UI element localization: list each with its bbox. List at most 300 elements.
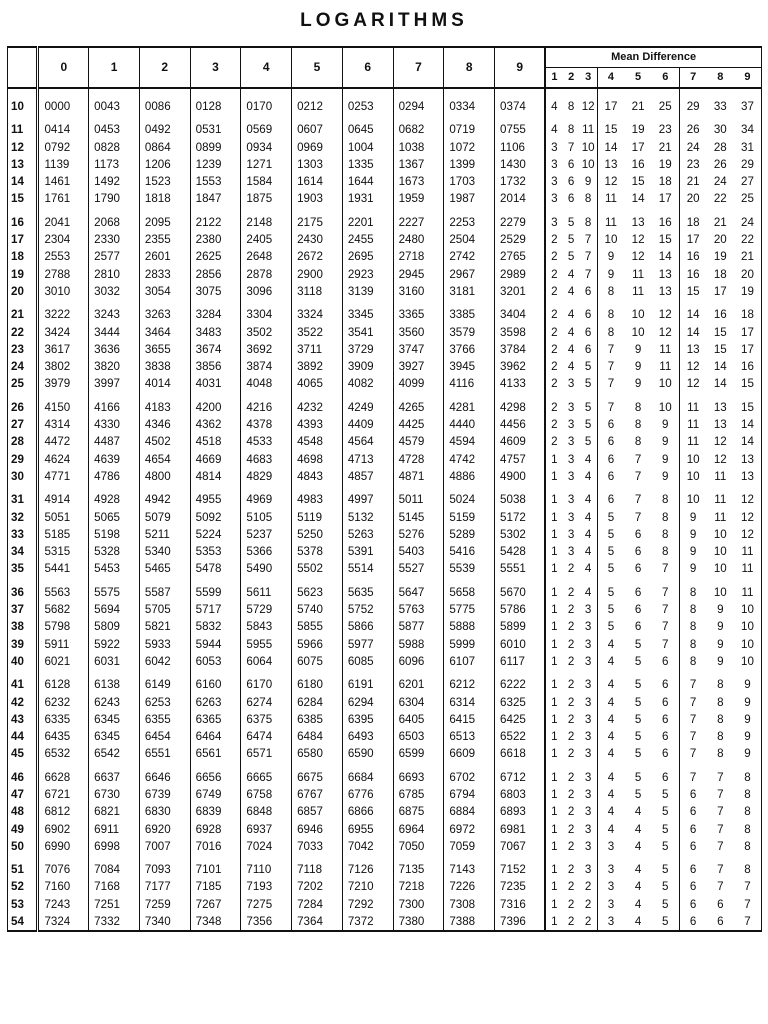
row-number: 50	[11, 839, 24, 853]
mantissa-cell: 0682	[393, 115, 444, 138]
mantissa-cell: 7067	[495, 838, 546, 855]
table-row	[8, 878, 762, 895]
mantissa-cell: 6794	[444, 786, 495, 803]
mantissa-cell: 5922	[89, 636, 140, 653]
mean-difference-cell: 9	[744, 730, 751, 744]
mantissa-cell: 1004	[342, 139, 393, 156]
mantissa-cell: 4900	[495, 468, 546, 485]
mean-difference-cell: 3	[584, 620, 592, 634]
mean-difference-header: Mean Difference	[545, 47, 761, 68]
mean-difference-cell: 5	[584, 418, 592, 432]
mantissa-cell: 3118	[292, 283, 343, 300]
mantissa-cell: 6484	[292, 728, 343, 745]
mean-difference-cell: 4	[584, 493, 592, 507]
table-row	[8, 670, 762, 693]
mantissa-cell: 2833	[139, 266, 190, 283]
mantissa-cell: 5717	[190, 601, 241, 618]
mantissa-cell: 1553	[190, 173, 241, 190]
mantissa-cell: 5599	[190, 578, 241, 601]
mantissa-cell: 5263	[342, 526, 393, 543]
mean-difference-cell: 5	[662, 839, 669, 853]
mantissa-cell: 3541	[342, 324, 393, 341]
mean-difference-cell: 14	[679, 300, 706, 323]
mantissa-cell: 2625	[190, 248, 241, 265]
row-number: 18	[11, 250, 24, 264]
mean-difference-cell: 9	[679, 560, 706, 577]
mantissa-cell: 5763	[393, 601, 444, 618]
mantissa-cell: 7024	[241, 838, 292, 855]
mean-difference-cell: 1	[545, 543, 562, 560]
mantissa-cell: 2095	[139, 208, 190, 231]
mantissa-cell: 7135	[393, 855, 444, 878]
column-header-1: 1	[89, 47, 140, 88]
mantissa-cell: 5119	[292, 509, 343, 526]
mean-difference-cell: 1	[545, 451, 562, 468]
mantissa-cell: 6294	[342, 694, 393, 711]
mantissa-cell: 4624	[38, 451, 89, 468]
mantissa-cell: 3655	[139, 341, 190, 358]
table-row	[8, 156, 762, 173]
table-row	[8, 745, 762, 762]
row-number: 16	[11, 215, 24, 229]
mean-difference-cell: 4	[634, 880, 642, 894]
logarithm-table	[7, 46, 762, 932]
mantissa-cell: 5527	[393, 560, 444, 577]
mantissa-cell: 2122	[190, 208, 241, 231]
mantissa-cell: 1206	[139, 156, 190, 173]
mean-difference-cell: 2	[545, 324, 562, 341]
mantissa-cell: 6964	[393, 821, 444, 838]
mean-difference-cell: 9	[717, 620, 724, 634]
mean-difference-cell: 6	[662, 747, 669, 761]
mean-difference-cell: 2	[567, 695, 575, 709]
mantissa-cell: 5211	[139, 526, 190, 543]
table-row	[8, 526, 762, 543]
mantissa-cell: 5403	[393, 543, 444, 560]
mantissa-cell: 5786	[495, 601, 546, 618]
mantissa-cell: 2742	[444, 248, 495, 265]
mantissa-cell: 0043	[89, 88, 140, 115]
mean-difference-cell: 33	[713, 100, 727, 113]
mantissa-cell: 5855	[292, 618, 343, 635]
mean-difference-cell: 11	[582, 123, 595, 137]
mean-difference-cell: 4	[567, 284, 575, 298]
table-row	[8, 728, 762, 745]
mantissa-cell: 7168	[89, 878, 140, 895]
mantissa-cell: 3711	[292, 341, 343, 358]
mean-difference-cell: 14	[713, 377, 727, 391]
mantissa-cell: 6345	[89, 711, 140, 728]
mantissa-cell: 4579	[393, 433, 444, 450]
table-row	[8, 896, 762, 913]
mantissa-cell: 1959	[393, 190, 444, 207]
mantissa-cell: 6721	[38, 786, 89, 803]
mean-difference-cell: 2	[584, 897, 592, 911]
mean-difference-cell: 8	[679, 618, 706, 635]
mean-difference-cell: 11	[632, 267, 645, 281]
mean-difference-cell: 9	[717, 637, 724, 651]
mantissa-cell: 1461	[38, 173, 89, 190]
mean-difference-cell: 17	[631, 140, 645, 154]
column-header-8: 8	[444, 47, 495, 88]
mean-difference-cell: 7	[597, 341, 624, 358]
row-number: 48	[11, 805, 24, 819]
mantissa-cell: 4654	[139, 451, 190, 468]
mantissa-cell: 6580	[292, 745, 343, 762]
mantissa-cell: 4698	[292, 451, 343, 468]
mean-difference-cell: 11	[659, 342, 672, 356]
mantissa-cell: 6981	[495, 821, 546, 838]
table-row	[8, 283, 762, 300]
mantissa-cell: 3979	[38, 375, 89, 392]
table-row	[8, 451, 762, 468]
mantissa-cell: 7160	[38, 878, 89, 895]
mantissa-cell: 4594	[444, 433, 495, 450]
mean-difference-cell: 5	[634, 730, 642, 744]
mantissa-cell: 6513	[444, 728, 495, 745]
mantissa-cell: 5988	[393, 636, 444, 653]
row-number: 30	[11, 469, 24, 483]
mantissa-cell: 1139	[38, 156, 89, 173]
mean-difference-cell: 7	[567, 140, 575, 154]
mantissa-cell: 6053	[190, 653, 241, 670]
mantissa-cell: 3927	[393, 358, 444, 375]
mean-difference-cell: 10	[597, 231, 624, 248]
mean-difference-cell: 3	[545, 190, 562, 207]
mantissa-cell: 1790	[89, 190, 140, 207]
mean-difference-cell: 13	[741, 452, 754, 466]
mean-difference-cell: 6	[717, 915, 724, 929]
mean-difference-cell: 5	[634, 678, 642, 692]
table-body	[8, 88, 762, 931]
mantissa-cell: 3522	[292, 324, 343, 341]
mean-difference-cell: 2	[567, 863, 575, 877]
mantissa-cell: 3365	[393, 300, 444, 323]
mean-difference-cell: 1	[545, 913, 562, 931]
mantissa-cell: 2175	[292, 208, 343, 231]
row-number: 47	[11, 787, 24, 801]
mean-difference-cell: 3	[567, 469, 575, 483]
mantissa-cell: 2455	[342, 231, 393, 248]
mean-difference-cell: 9	[679, 509, 706, 526]
mean-difference-cell: 3	[584, 695, 592, 709]
mantissa-cell: 2529	[495, 231, 546, 248]
mean-difference-cell: 4	[597, 786, 624, 803]
row-number: 14	[11, 175, 24, 189]
mantissa-cell: 0864	[139, 139, 190, 156]
mean-difference-cell: 5	[662, 805, 669, 819]
mean-difference-cell: 5	[567, 215, 575, 229]
mean-difference-cell: 2	[545, 433, 562, 450]
mantissa-cell: 3010	[38, 283, 89, 300]
mean-difference-cell: 8	[597, 324, 624, 341]
table-row	[8, 375, 762, 392]
mean-difference-cell: 5	[634, 770, 642, 784]
mantissa-cell: 6972	[444, 821, 495, 838]
mean-difference-cell: 5	[634, 787, 642, 801]
mantissa-cell: 2253	[444, 208, 495, 231]
mean-difference-column-2: 2	[563, 68, 580, 89]
mean-difference-cell: 8	[744, 839, 751, 853]
mantissa-cell: 4857	[342, 468, 393, 485]
mean-difference-cell: 16	[679, 266, 706, 283]
mean-difference-cell: 13	[741, 469, 754, 483]
table-row	[8, 509, 762, 526]
mantissa-cell: 3692	[241, 341, 292, 358]
mean-difference-cell: 2	[545, 341, 562, 358]
table-row	[8, 88, 762, 115]
mantissa-cell: 7364	[292, 913, 343, 931]
mantissa-cell: 4362	[190, 416, 241, 433]
mantissa-cell: 2765	[495, 248, 546, 265]
mean-difference-cell: 14	[597, 139, 624, 156]
mantissa-cell: 1987	[444, 190, 495, 207]
mantissa-cell: 5340	[139, 543, 190, 560]
mean-difference-cell: 30	[713, 123, 727, 137]
table-row	[8, 636, 762, 653]
row-number: 26	[11, 400, 24, 414]
mantissa-cell: 0828	[89, 139, 140, 156]
mantissa-cell: 6571	[241, 745, 292, 762]
row-number: 31	[11, 493, 24, 507]
mantissa-cell: 3464	[139, 324, 190, 341]
mantissa-cell: 6866	[342, 803, 393, 820]
mantissa-cell: 5391	[342, 543, 393, 560]
mantissa-cell: 3945	[444, 358, 495, 375]
mean-difference-cell: 4	[597, 653, 624, 670]
mantissa-cell: 6937	[241, 821, 292, 838]
mean-difference-cell: 6	[634, 527, 642, 541]
mantissa-cell: 6730	[89, 786, 140, 803]
mean-difference-cell: 6	[634, 562, 642, 576]
mantissa-cell: 2148	[241, 208, 292, 231]
mean-difference-cell: 8	[662, 545, 669, 559]
mantissa-cell: 2480	[393, 231, 444, 248]
mantissa-cell: 1173	[89, 156, 140, 173]
mean-difference-cell: 1	[545, 560, 562, 577]
mean-difference-cell: 13	[658, 284, 672, 298]
mean-difference-cell: 3	[584, 678, 592, 692]
mantissa-cell: 5145	[393, 509, 444, 526]
mean-difference-cell: 6	[679, 803, 706, 820]
mean-difference-cell: 4	[634, 863, 642, 877]
mantissa-cell: 5315	[38, 543, 89, 560]
mean-difference-cell: 2	[545, 393, 562, 416]
mean-difference-cell: 11	[679, 393, 706, 416]
mean-difference-column-3: 3	[580, 68, 597, 89]
mantissa-cell: 6138	[89, 670, 140, 693]
mean-difference-cell: 4	[545, 88, 562, 115]
mean-difference-cell: 3	[567, 377, 575, 391]
mantissa-cell: 1367	[393, 156, 444, 173]
mantissa-cell: 3729	[342, 341, 393, 358]
mantissa-cell: 6232	[38, 694, 89, 711]
mantissa-cell: 5185	[38, 526, 89, 543]
row-number: 25	[11, 377, 24, 391]
mantissa-cell: 3385	[444, 300, 495, 323]
mantissa-cell: 7251	[89, 896, 140, 913]
table-row	[8, 803, 762, 820]
mantissa-cell: 4757	[495, 451, 546, 468]
mantissa-cell: 0792	[38, 139, 89, 156]
mantissa-cell: 4914	[38, 485, 89, 508]
mantissa-cell: 4728	[393, 451, 444, 468]
mean-difference-cell: 1	[545, 526, 562, 543]
table-row	[8, 231, 762, 248]
mantissa-cell: 7267	[190, 896, 241, 913]
mantissa-cell: 5276	[393, 526, 444, 543]
mean-difference-cell: 7	[662, 620, 669, 634]
column-header-4: 4	[241, 47, 292, 88]
mantissa-cell: 7340	[139, 913, 190, 931]
mean-difference-cell: 14	[741, 435, 754, 449]
column-header-7: 7	[393, 47, 444, 88]
mean-difference-cell: 6	[662, 770, 669, 784]
mean-difference-cell: 10	[741, 620, 754, 634]
mantissa-cell: 5911	[38, 636, 89, 653]
mean-difference-cell: 6	[584, 325, 592, 339]
mean-difference-cell: 6	[634, 620, 642, 634]
row-number: 24	[11, 360, 24, 374]
mantissa-cell: 0969	[292, 139, 343, 156]
mean-difference-cell: 9	[597, 266, 624, 283]
mantissa-cell: 6253	[139, 694, 190, 711]
mantissa-cell: 2227	[393, 208, 444, 231]
mantissa-cell: 6474	[241, 728, 292, 745]
mean-difference-cell: 12	[581, 100, 595, 113]
mean-difference-cell: 16	[658, 215, 672, 229]
mean-difference-cell: 5	[662, 822, 669, 836]
mantissa-cell: 5944	[190, 636, 241, 653]
mantissa-cell: 4713	[342, 451, 393, 468]
mantissa-cell: 5172	[495, 509, 546, 526]
mean-difference-cell: 10	[658, 377, 672, 391]
table-row	[8, 578, 762, 601]
mantissa-cell: 3139	[342, 283, 393, 300]
mantissa-cell: 7143	[444, 855, 495, 878]
mean-difference-cell: 5	[597, 601, 624, 618]
table-row	[8, 341, 762, 358]
mantissa-cell: 7126	[342, 855, 393, 878]
mantissa-cell: 0492	[139, 115, 190, 138]
table-row	[8, 208, 762, 231]
mean-difference-cell: 6	[584, 284, 592, 298]
mean-difference-cell: 4	[597, 728, 624, 745]
mean-difference-cell: 24	[713, 175, 727, 189]
mantissa-cell: 7316	[495, 896, 546, 913]
mantissa-cell: 5453	[89, 560, 140, 577]
mean-difference-cell: 5	[584, 377, 592, 391]
mantissa-cell: 6998	[89, 838, 140, 855]
mantissa-cell: 3802	[38, 358, 89, 375]
mantissa-cell: 5670	[495, 578, 546, 601]
mean-difference-cell: 2	[545, 231, 562, 248]
mean-difference-cell: 17	[679, 231, 706, 248]
mean-difference-cell: 2	[545, 266, 562, 283]
mean-difference-cell: 13	[597, 156, 624, 173]
mantissa-cell: 4456	[495, 416, 546, 433]
mean-difference-cell: 9	[744, 712, 751, 726]
mean-difference-cell: 2	[567, 637, 575, 651]
mantissa-cell: 5416	[444, 543, 495, 560]
mantissa-cell: 3579	[444, 324, 495, 341]
mantissa-cell: 5159	[444, 509, 495, 526]
mean-difference-cell: 3	[545, 139, 562, 156]
row-number: 34	[11, 545, 24, 559]
mantissa-cell: 4843	[292, 468, 343, 485]
mantissa-cell: 2648	[241, 248, 292, 265]
table-row	[8, 468, 762, 485]
mean-difference-column-4: 4	[597, 68, 624, 89]
mantissa-cell: 7101	[190, 855, 241, 878]
mantissa-cell: 6064	[241, 653, 292, 670]
mantissa-cell: 4314	[38, 416, 89, 433]
mantissa-cell: 6010	[495, 636, 546, 653]
mean-difference-cell: 14	[713, 360, 727, 374]
mean-difference-cell: 7	[679, 728, 706, 745]
mean-difference-cell: 2	[567, 897, 575, 911]
mean-difference-cell: 10	[713, 562, 727, 576]
mean-difference-cell: 29	[741, 157, 754, 171]
mean-difference-cell: 12	[741, 527, 754, 541]
mean-difference-cell: 24	[741, 215, 754, 229]
mean-difference-cell: 5	[597, 543, 624, 560]
table-row	[8, 560, 762, 577]
mean-difference-cell: 2	[584, 915, 592, 929]
mean-difference-cell: 4	[567, 267, 575, 281]
mantissa-cell: 3032	[89, 283, 140, 300]
mantissa-cell: 2923	[342, 266, 393, 283]
mean-difference-cell: 14	[741, 418, 754, 432]
mean-difference-cell: 29	[679, 88, 706, 115]
mantissa-cell: 2430	[292, 231, 343, 248]
mean-difference-cell: 11	[714, 510, 727, 524]
mantissa-cell: 1523	[139, 173, 190, 190]
mean-difference-cell: 1	[545, 896, 562, 913]
mantissa-cell: 7388	[444, 913, 495, 931]
mantissa-cell: 6180	[292, 670, 343, 693]
mantissa-cell: 1931	[342, 190, 393, 207]
mantissa-cell: 5478	[190, 560, 241, 577]
mantissa-cell: 6222	[495, 670, 546, 693]
mean-difference-cell: 19	[713, 250, 727, 264]
mantissa-cell: 3263	[139, 300, 190, 323]
mean-difference-cell: 7	[597, 393, 624, 416]
mantissa-cell: 6031	[89, 653, 140, 670]
mantissa-cell: 4800	[139, 468, 190, 485]
mean-difference-cell: 10	[581, 140, 595, 154]
row-number: 12	[11, 140, 24, 154]
mean-difference-cell: 8	[597, 300, 624, 323]
mean-difference-cell: 6	[679, 786, 706, 803]
mean-difference-cell: 18	[679, 208, 706, 231]
mantissa-cell: 4829	[241, 468, 292, 485]
mean-difference-cell: 11	[597, 208, 624, 231]
mantissa-cell: 6712	[495, 763, 546, 786]
mean-difference-cell: 1	[545, 855, 562, 878]
mean-difference-cell: 6	[634, 603, 642, 617]
mean-difference-cell: 10	[741, 603, 754, 617]
row-number: 40	[11, 654, 24, 668]
mantissa-cell: 6075	[292, 653, 343, 670]
mantissa-cell: 6776	[342, 786, 393, 803]
mantissa-cell: 5999	[444, 636, 495, 653]
mantissa-cell: 7118	[292, 855, 343, 878]
row-number: 27	[11, 418, 24, 432]
mantissa-cell: 6096	[393, 653, 444, 670]
table-row	[8, 694, 762, 711]
mean-difference-cell: 1	[545, 728, 562, 745]
